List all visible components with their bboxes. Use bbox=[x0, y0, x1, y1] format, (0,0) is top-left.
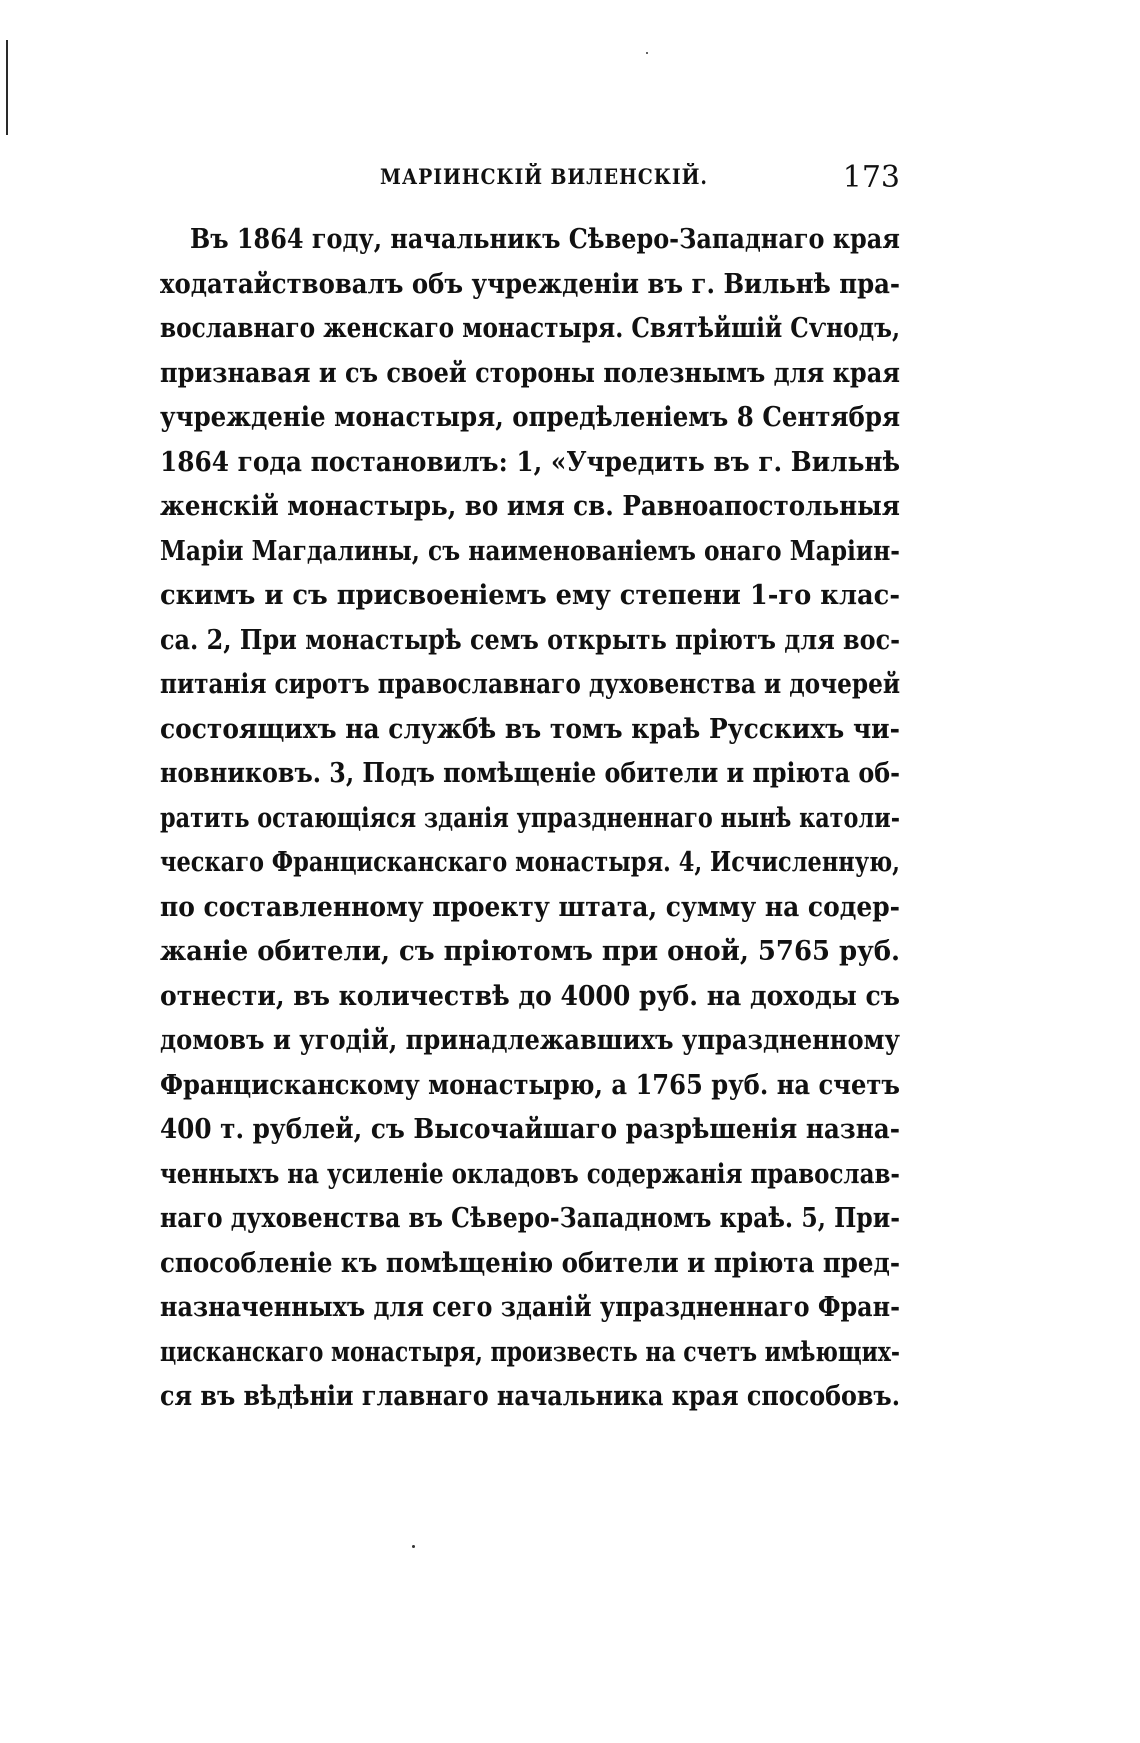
text-line: ческаго Францисканскаго монастыря. 4, Исчисленную, bbox=[160, 847, 900, 878]
text-line: вославнаго женскаго монастыря. Святѣйшій Сѵнодъ, bbox=[160, 313, 901, 344]
speck-mark bbox=[646, 52, 648, 54]
body-paragraph bbox=[160, 218, 900, 1420]
text-line: жаніе обители, съ пріютомъ при оной, 5765 руб. bbox=[160, 936, 901, 967]
text-line: Въ 1864 году, начальникъ Сѣверо-Западнаго края bbox=[190, 224, 900, 255]
page-number: 173 bbox=[842, 160, 900, 195]
text-line: скимъ и съ присвоеніемъ ему степени 1-го клас- bbox=[160, 580, 901, 611]
text-line: состоящихъ на службѣ въ томъ краѣ Русскихъ чи- bbox=[160, 713, 900, 745]
text-line: са. 2, При монастырѣ семъ открыть пріютъ для вос- bbox=[160, 624, 901, 656]
scan-edge-mark bbox=[6, 40, 8, 135]
text-line: новниковъ. 3, Подъ помѣщеніе обители и пріюта об- bbox=[160, 758, 901, 789]
text-line: назначенныхъ для сего зданій упраздненнаго Фран- bbox=[160, 1292, 901, 1323]
text-line: по составленному проекту штата, сумму на содер- bbox=[160, 891, 900, 923]
text-line: 1864 года постановилъ: 1, «Учредить въ г. Вильнѣ bbox=[160, 446, 901, 478]
text-line: 400 т. рублей, съ Высочайшаго разрѣшенія назна- bbox=[160, 1114, 901, 1145]
text-line: способленіе къ помѣщенію обители и пріюта пред- bbox=[160, 1247, 900, 1279]
speck-mark bbox=[412, 1545, 415, 1548]
text-line: наго духовенства въ Сѣверо-Западномъ краѣ. 5, При- bbox=[160, 1203, 900, 1234]
text-line: цисканскаго монастыря, произвесть на счетъ имѣющих- bbox=[160, 1336, 901, 1368]
text-line: отнести, въ количествѣ до 4000 руб. на доходы съ bbox=[160, 980, 901, 1012]
text-line: женскій монастырь, во имя св. Равноапостольныя bbox=[160, 491, 900, 522]
text-line: ходатайствовалъ объ учрежденіи въ г. Вильнѣ пра- bbox=[160, 268, 901, 300]
page-header bbox=[380, 160, 900, 204]
text-line: домовъ и угодій, принадлежавшихъ упраздненному bbox=[160, 1025, 900, 1056]
text-line: Францисканскому монастырю, а 1765 руб. на счетъ bbox=[160, 1069, 900, 1101]
text-line: ся въ вѣдѣніи главнаго начальника края способовъ. bbox=[160, 1381, 900, 1412]
text-line: учрежденіе монастыря, опредѣленіемъ 8 Сентября bbox=[160, 402, 901, 433]
running-title: МАРІИНСКІЙ ВИЛЕНСКІЙ. bbox=[380, 164, 708, 189]
text-line: ратить остающіяся зданія упраздненнаго нынѣ католи- bbox=[160, 802, 900, 834]
text-line: признавая и съ своей стороны полезнымъ для края bbox=[160, 357, 900, 389]
text-line: Маріи Магдалины, съ наименованіемъ онаго Маріин- bbox=[160, 535, 900, 567]
text-line: питанія сиротъ православнаго духовенства и дочерей bbox=[160, 669, 901, 700]
text-line: ченныхъ на усиленіе окладовъ содержанія православ- bbox=[160, 1158, 900, 1190]
